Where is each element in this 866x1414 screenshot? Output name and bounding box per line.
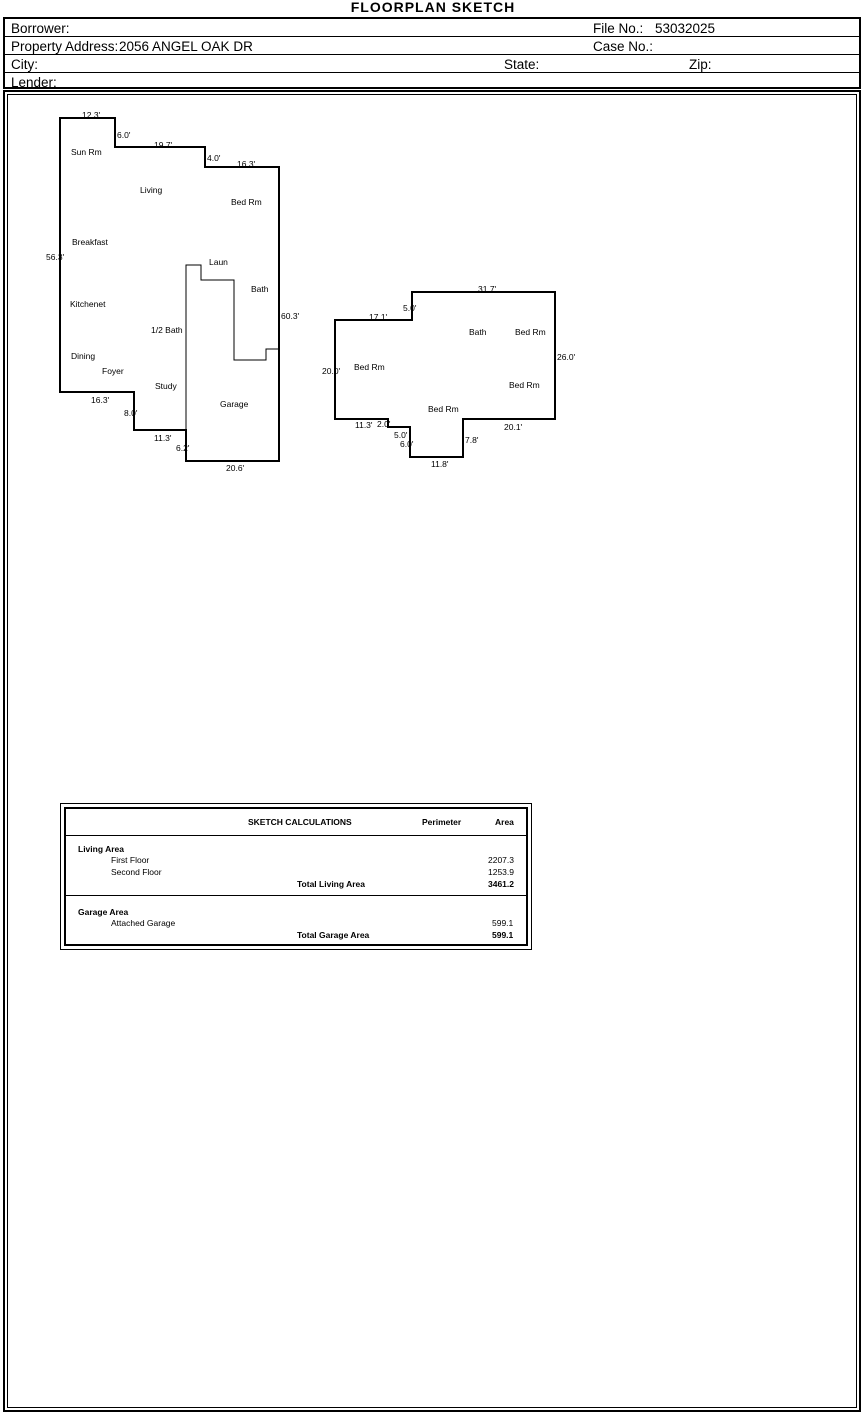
dimension-label: 5.0' xyxy=(403,303,417,313)
first-floor-label: First Floor xyxy=(111,855,150,865)
room-label: Bed Rm xyxy=(515,327,546,337)
dimension-label: 7.8' xyxy=(465,435,479,445)
calc-col-perimeter: Perimeter xyxy=(422,817,462,827)
dimension-label: 16.3' xyxy=(237,159,256,169)
room-label: Foyer xyxy=(102,366,124,376)
file-no-value: 53032025 xyxy=(655,21,716,36)
total-garage-area: 599.1 xyxy=(492,930,514,940)
total-living-label: Total Living Area xyxy=(297,879,366,889)
file-no-label: File No.: xyxy=(593,21,644,36)
address-value: 2056 ANGEL OAK DR xyxy=(119,39,253,54)
address-label: Property Address: xyxy=(11,39,119,54)
room-label: 1/2 Bath xyxy=(151,325,183,335)
garage-area-label: Garage Area xyxy=(78,907,129,917)
lender-label: Lender: xyxy=(11,75,57,90)
dimension-label: 20.0' xyxy=(322,366,341,376)
total-living-area: 3461.2 xyxy=(488,879,514,889)
dimension-label: 20.1' xyxy=(504,422,523,432)
room-label: Sun Rm xyxy=(71,147,102,157)
first-floor-area: 2207.3 xyxy=(488,855,514,865)
dimension-label: 60.3' xyxy=(281,311,300,321)
room-label: Living xyxy=(140,185,163,195)
divider xyxy=(66,895,526,896)
dimension-label: 4.0' xyxy=(207,153,221,163)
dimension-label: 5.0' xyxy=(394,430,408,440)
dimension-label: 6.0' xyxy=(400,439,414,449)
room-label: Kitchenet xyxy=(70,299,106,309)
attached-garage-label: Attached Garage xyxy=(111,918,176,928)
divider xyxy=(66,835,526,836)
first-floor-outline xyxy=(60,118,279,461)
total-garage-label: Total Garage Area xyxy=(297,930,370,940)
dimension-label: 11.8' xyxy=(431,459,449,469)
dimension-label: 56.3' xyxy=(46,252,65,262)
second-floor-label: Second Floor xyxy=(111,867,162,877)
room-label: Dining xyxy=(71,351,96,361)
dimension-label: 6.2' xyxy=(176,443,190,453)
calc-col-area: Area xyxy=(495,817,514,827)
dimension-label: 11.3' xyxy=(154,433,172,443)
room-label: Bed Rm xyxy=(509,380,540,390)
dimension-label: 20.6' xyxy=(226,463,245,473)
room-label: Bed Rm xyxy=(428,404,459,414)
city-label: City: xyxy=(11,57,38,72)
zip-label: Zip: xyxy=(689,57,712,72)
attached-garage-area: 599.1 xyxy=(492,918,514,928)
room-label: Garage xyxy=(220,399,249,409)
second-floor-outline xyxy=(335,292,555,457)
room-label: Laun xyxy=(209,257,228,267)
borrower-label: Borrower: xyxy=(11,21,70,36)
living-area-label: Living Area xyxy=(78,844,124,854)
state-label: State: xyxy=(504,57,540,72)
room-label: Bed Rm xyxy=(354,362,385,372)
calc-heading: SKETCH CALCULATIONS xyxy=(248,817,352,827)
dimension-label: 31.7' xyxy=(478,284,497,294)
dimension-label: 8.0' xyxy=(124,408,138,418)
room-label: Study xyxy=(155,381,177,391)
dimension-label: 12.3' xyxy=(82,110,101,120)
room-label: Bath xyxy=(251,284,269,294)
dimension-label: 2.0' xyxy=(377,419,391,429)
dimension-label: 19.7' xyxy=(154,140,173,150)
dimension-label: 17.1' xyxy=(369,312,388,322)
dimension-label: 16.3' xyxy=(91,395,110,405)
room-label: Breakfast xyxy=(72,237,108,247)
room-label: Bath xyxy=(469,327,487,337)
dimension-label: 26.0' xyxy=(557,352,576,362)
dimension-label: 6.0' xyxy=(117,130,131,140)
dimension-label: 11.3' xyxy=(355,420,373,430)
second-floor-area: 1253.9 xyxy=(488,867,514,877)
page-title: FLOORPLAN SKETCH xyxy=(350,0,516,15)
case-no-label: Case No.: xyxy=(593,39,654,54)
room-label: Bed Rm xyxy=(231,197,262,207)
